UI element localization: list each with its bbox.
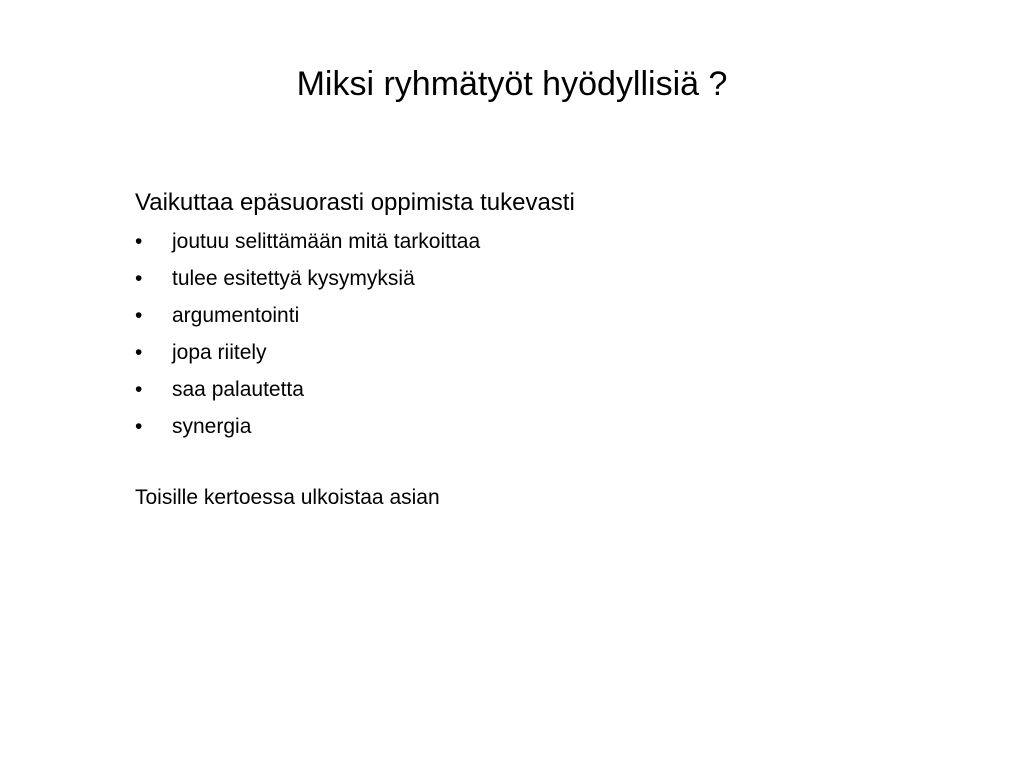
closing-line: Toisille kertoessa ulkoistaa asian (135, 486, 440, 509)
bullet-text: saa palautetta (172, 378, 304, 401)
list-item (135, 223, 895, 260)
list-item (135, 260, 895, 297)
bullet-text: tulee esitettyä kysymyksiä (172, 267, 415, 290)
bullet-icon: • (135, 415, 143, 438)
slide-body (135, 185, 895, 516)
bullet-text: joutuu selittämään mitä tarkoittaa (172, 230, 481, 253)
bullet-text: synergia (172, 415, 252, 438)
bullet-icon: • (135, 304, 143, 327)
bullet-icon: • (135, 267, 143, 290)
list-item (135, 408, 895, 445)
bullet-icon: • (135, 341, 143, 364)
body-heading: Vaikuttaa epäsuorasti oppimista tukevasti (135, 189, 575, 216)
list-item (135, 371, 895, 408)
bullet-list (135, 223, 895, 445)
bullet-icon: • (135, 378, 143, 401)
list-item (135, 297, 895, 334)
list-item (135, 334, 895, 371)
bullet-text: argumentointi (172, 304, 300, 327)
bullet-icon: • (135, 230, 143, 253)
slide-title: Miksi ryhmätyöt hyödyllisiä ? (296, 65, 728, 103)
bullet-text: jopa riitely (172, 341, 267, 364)
